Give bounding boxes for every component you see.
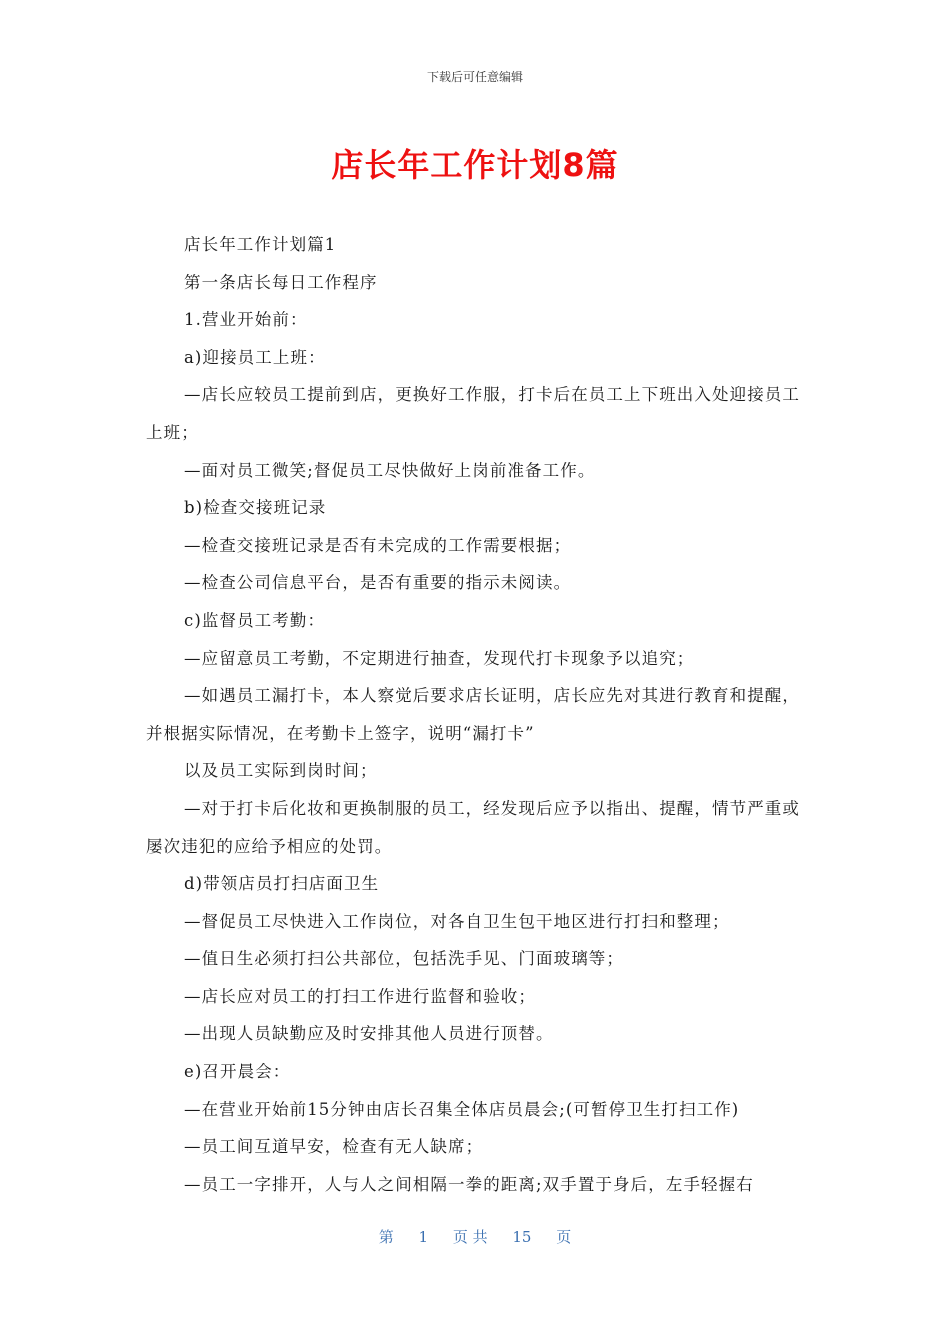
paragraph: —如遇员工漏打卡，本人察觉后要求店长证明，店长应先对其进行教育和提醒，并根据实际情况，在考勤卡上签字，说明“漏打卡” [146, 686, 800, 743]
paragraph: —出现人员缺勤应及时安排其他人员进行顶替。 [184, 1024, 554, 1044]
paragraph: c)监督员工考勤： [184, 610, 326, 630]
footer-middle: 页 共 [452, 1228, 488, 1246]
paragraph: 以及员工实际到岗时间； [184, 761, 378, 781]
paragraph: —面对员工微笑;督促员工尽快做好上岗前准备工作。 [184, 460, 596, 480]
page-footer [0, 1226, 950, 1247]
paragraph: —应留意员工考勤，不定期进行抽查，发现代打卡现象予以追究； [184, 648, 695, 668]
paragraph: d)带领店员打扫店面卫生 [184, 874, 380, 894]
document-title: 店长年工作计划8篇 [331, 146, 619, 184]
paragraph: b)检查交接班记录 [184, 498, 327, 518]
paragraph: —店长应对员工的打扫工作进行监督和验收； [184, 986, 536, 1006]
header-note: 下载后可任意编辑 [426, 70, 523, 84]
paragraph: e)召开晨会： [184, 1062, 291, 1082]
paragraph: 1.营业开始前： [184, 310, 308, 330]
paragraph: —在营业开始前15分钟由店长召集全体店员晨会;(可暂停卫生打扫工作) [184, 1099, 740, 1119]
paragraph: —员工一字排开，人与人之间相隔一拳的距离;双手置于身后，左手轻握右 [184, 1174, 754, 1194]
paragraph: —店长应较员工提前到店，更换好工作服，打卡后在员工上下班出入处迎接员工上班； [146, 385, 800, 442]
paragraph: —值日生必须打扫公共部位，包括洗手见、门面玻璃等； [184, 949, 624, 969]
paragraph: —检查公司信息平台，是否有重要的指示未阅读。 [184, 573, 572, 593]
footer-suffix: 页 [556, 1228, 572, 1246]
paragraph: 店长年工作计划篇1 [184, 235, 337, 254]
paragraph: —员工间互道早安，检查有无人缺席； [184, 1137, 484, 1157]
footer-prefix: 第 [378, 1228, 394, 1246]
footer-total-pages: 15 [512, 1228, 532, 1246]
paragraph: 第一条店长每日工作程序 [184, 272, 378, 292]
document-body [146, 226, 808, 1203]
paragraph: —对于打卡后化妆和更换制服的员工，经发现后应予以指出、提醒，情节严重或屡次违犯的应给予相应的处罚。 [146, 798, 800, 856]
footer-page-number: 1 [418, 1228, 429, 1246]
paragraph: —督促员工尽快进入工作岗位，对各自卫生包干地区进行打扫和整理； [184, 911, 730, 931]
paragraph: a)迎接员工上班： [184, 347, 326, 367]
paragraph: —检查交接班记录是否有未完成的工作需要根据； [184, 535, 572, 555]
